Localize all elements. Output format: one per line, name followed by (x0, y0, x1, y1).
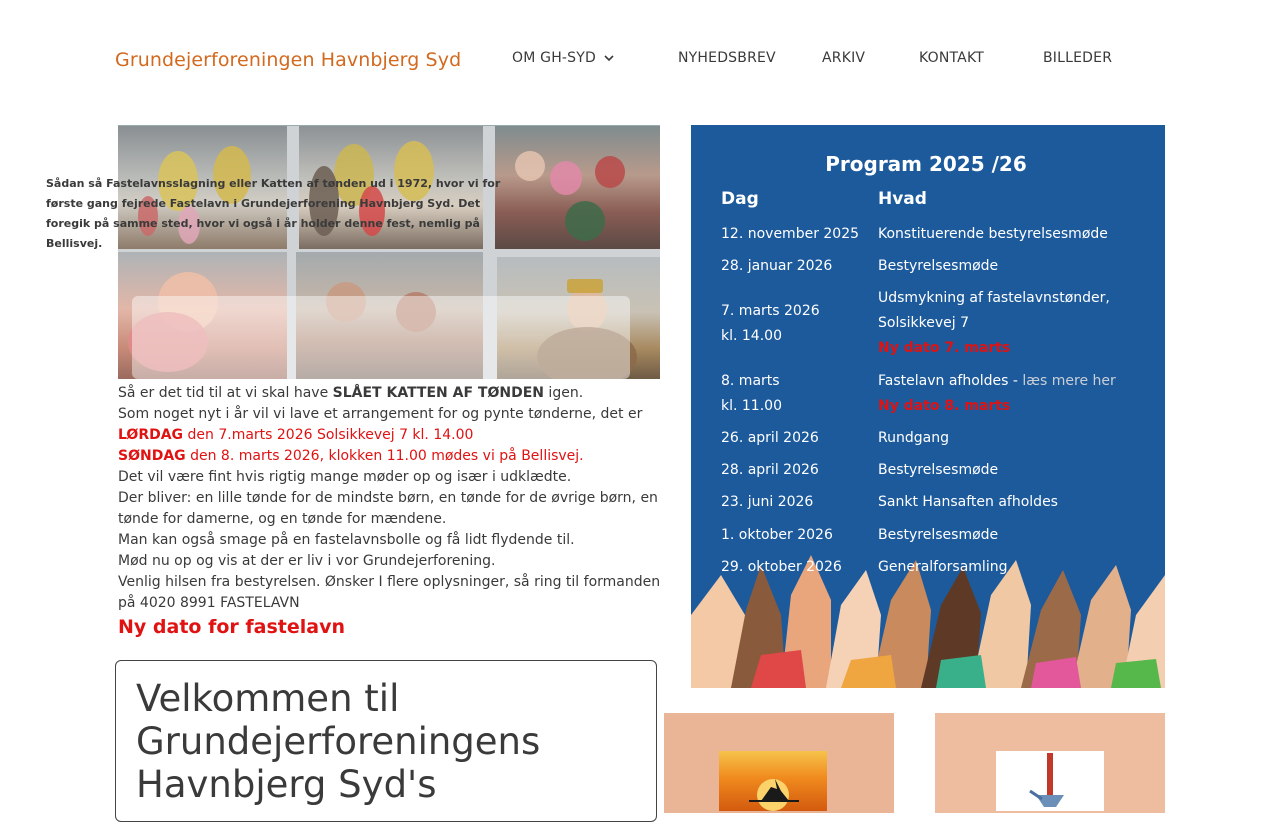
read-more-link[interactable]: læs mere her (1022, 373, 1116, 389)
article-text: igen. (543, 385, 584, 401)
program-day: 28. april 2026 (721, 462, 819, 478)
article-line: Det vil være fint hvis rigtig mange møder op og især i udklædte. (118, 469, 572, 485)
photo-caption-backdrop (132, 296, 630, 379)
program-day-date: 8. marts (721, 373, 780, 389)
saturday-text: den 7.marts 2026 Solsikkevej 7 kl. 14.00 (183, 427, 474, 443)
program-event: Sankt Hansaften afholdes (878, 494, 1058, 510)
saturday-label: LØRDAG (118, 427, 184, 443)
article-line (118, 383, 663, 404)
photo-costumed-crowd (495, 126, 660, 249)
article-line: Der bliver: en lille tønde for de mindste børn, en tønde for de øvrige børn, en tønde for damerne, og en tønde for mændene. (118, 490, 658, 527)
welcome-title: Velkommen til Grundejerforeningens Havnbjerg Syd's (136, 677, 541, 806)
program-event-text: Udsmykning af fastelavnstønder, (878, 290, 1110, 306)
article-text: Så er det tid til at vi skal have (118, 385, 333, 401)
nav-item-billeder[interactable]: BILLEDER (1043, 50, 1113, 66)
program-day (721, 299, 820, 349)
welcome-box (115, 660, 657, 822)
program-event: Rundgang (878, 430, 949, 446)
feature-card-witch[interactable] (664, 713, 894, 813)
program-panel (691, 125, 1165, 688)
program-day: 12. november 2025 (721, 226, 860, 242)
sunday-text: den 8. marts 2026, klokken 11.00 mødes vi på Bellisvej. (185, 448, 584, 464)
article-saturday-line (118, 425, 663, 446)
sword-emblem-image (996, 751, 1104, 811)
sunday-label: SØNDAG (118, 448, 186, 464)
program-day: 1. oktober 2026 (721, 527, 833, 543)
photo-caption: Sådan så Fastelavnsslagning eller Katten af tønden ud i 1972, hvor vi for første gang fejrede Fastelavn i Grundejerforening Havnbjerg Syd. Det foregik på samme sted, hvor vi også i år holder denne fest, nemlig på Bellisvej. (46, 177, 501, 250)
column-header-what: Hvad (878, 189, 927, 209)
program-new-date-note: Ny dato 7. marts (878, 340, 1011, 356)
program-day-time: kl. 14.00 (721, 328, 782, 344)
nav-item-label: OM GH-SYD (512, 50, 596, 66)
program-event: Konstituerende bestyrelsesmøde (878, 226, 1108, 242)
program-day: 26. april 2026 (721, 430, 819, 446)
program-day-date: 7. marts 2026 (721, 303, 820, 319)
column-header-day: Dag (721, 189, 759, 209)
program-event: Bestyrelsesmøde (878, 258, 999, 274)
program-new-date-note: Ny dato 8. marts (878, 398, 1011, 414)
program-event-text: Solsikkevej 7 (878, 315, 969, 331)
article-line: Mød nu op og vis at der er liv i vor Grundejerforening. (118, 553, 496, 569)
article-line: Som noget nyt i år vil vi lave et arrangement for og pynte tønderne, det er (118, 406, 643, 422)
program-day (721, 369, 782, 419)
new-date-heading: Ny dato for fastelavn (118, 616, 345, 638)
nav-item-arkiv[interactable]: ARKIV (822, 50, 866, 66)
article-line: Man kan også smage på en fastelavnsbolle og få lidt flydende til. (118, 532, 575, 548)
program-event: Generalforsamling (878, 559, 1008, 575)
chevron-down-icon (604, 50, 614, 66)
program-title: Program 2025 /26 (825, 152, 1027, 176)
nav-item-nyhedsbrev[interactable]: NYHEDSBREV (678, 50, 776, 66)
nav-item-kontakt[interactable]: KONTAKT (919, 50, 984, 66)
program-event (878, 369, 1116, 419)
program-day-time: kl. 11.00 (721, 398, 782, 414)
article-sunday-line (118, 446, 663, 467)
program-event: Bestyrelsesmøde (878, 462, 999, 478)
site-title-link[interactable]: Grundejerforeningen Havnbjerg Syd (115, 49, 462, 71)
article-emphasis: SLÅET KATTEN AF TØNDEN (332, 385, 544, 401)
article-line: Venlig hilsen fra bestyrelsen. Ønsker I flere oplysninger, så ring til formanden på 4020 8991 FASTELAVN (118, 574, 661, 611)
program-event-text: Fastelavn afholdes - (878, 373, 1023, 389)
program-event: Bestyrelsesmøde (878, 527, 999, 543)
program-event (878, 286, 1110, 361)
program-day: 23. juni 2026 (721, 494, 814, 510)
program-day: 29. oktober 2026 (721, 559, 842, 575)
fastelavn-article (118, 383, 663, 614)
witch-silhouette-image (719, 751, 827, 811)
program-day: 28. januar 2026 (721, 258, 833, 274)
feature-card-sword[interactable] (935, 713, 1165, 813)
nav-item-om-gh-syd[interactable] (512, 50, 614, 66)
